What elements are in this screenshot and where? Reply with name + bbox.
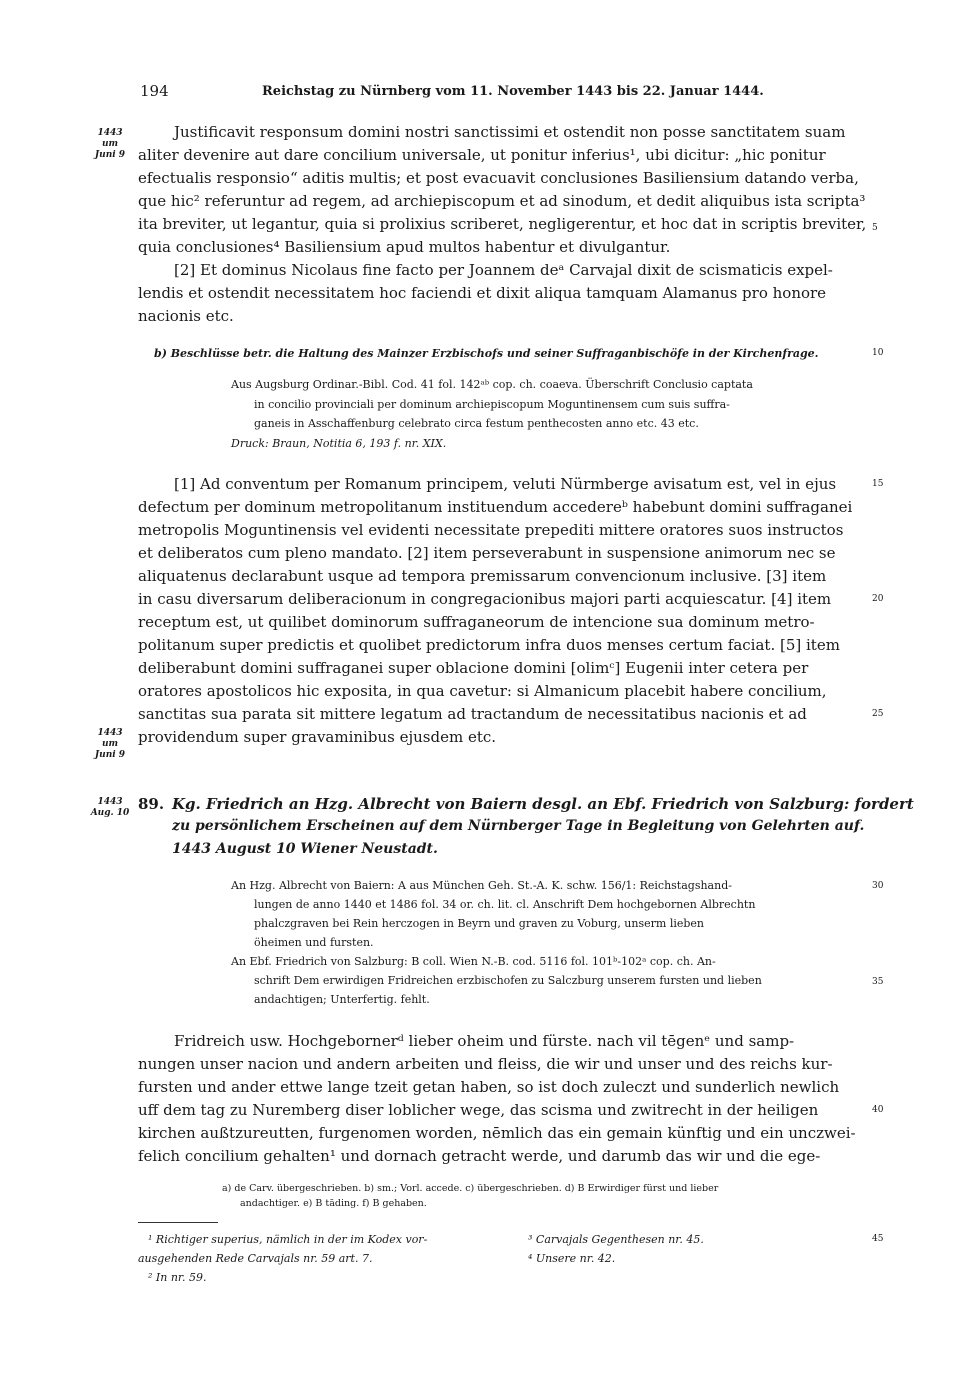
- source-line: lungen de anno 1440 et 1486 fol. 34 or. ch. lit. cl. Anschrift Dem hochgebornen Albrechtn: [254, 898, 756, 911]
- section-heading: b) Beschlüsse betr. die Haltung des Mainzer Erzbischofs und seiner Suffraganbischöfe in der Kirchenfrage.: [154, 347, 819, 360]
- text-line: ita breviter, ut legantur, quia si prolixius scriberet, negligerentur, et hoc dat in scriptis breviter,: [138, 215, 867, 233]
- line-number: 20: [872, 594, 884, 604]
- document-date: 1443 August 10 Wiener Neustadt.: [172, 841, 438, 857]
- text-line: fursten und ander ettwe lange tzeit getan haben, so ist doch zuleczt und sunderlich newlich: [138, 1078, 840, 1096]
- source-line: Aus Augsburg Ordinar.-Bibl. Cod. 41 fol. 142ᵃᵇ cop. ch. coaeva. Überschrift Conclusio captata: [231, 378, 753, 391]
- text-line: nacionis etc.: [138, 307, 234, 325]
- text-line: quia conclusiones⁴ Basiliensium apud multos habentur et divulgantur.: [138, 238, 671, 256]
- text-line: uff dem tag zu Nuremberg diser loblicher wege, das scisma und zwitrecht in der heiligen: [138, 1101, 819, 1119]
- margin-date: 1443 um Juni 9: [94, 128, 126, 160]
- document-title: Kg. Friedrich an Hzg. Albrecht von Baiern desgl. an Ebf. Friedrich von Salzburg: fordert: [172, 795, 914, 813]
- print-reference: Druck: Braun, Notitia 6, 193 f. nr. XIX.: [231, 437, 447, 450]
- line-number: 15: [872, 479, 884, 489]
- text-line: Fridreich usw. Hochgebornerᵈ lieber oheim und fürste. nach vil tēgenᵉ und samp-: [174, 1032, 795, 1050]
- text-line: defectum per dominum metropolitanum instituendum accedereᵇ habebunt domini suffraganei: [138, 498, 853, 516]
- footnote: ausgehenden Rede Carvajals nr. 59 art. 7.: [138, 1252, 373, 1265]
- line-number: 45: [872, 1234, 884, 1244]
- text-line: deliberabunt domini suffraganei super oblacione domini [olimᶜ] Eugenii inter cetera per: [138, 659, 809, 677]
- text-line: efectualis responsio“ aditis multis; et post evacuavit conclusiones Basiliensium datando verba,: [138, 169, 859, 187]
- text-line: [1] Ad conventum per Romanum principem, veluti Nürmberge avisatum est, vel in ejus: [174, 475, 837, 493]
- source-line: ganeis in Asschaffenburg celebrato circa festum penthecosten anno etc. 43 etc.: [254, 417, 699, 430]
- line-number: 40: [872, 1105, 884, 1115]
- footnote-divider: [138, 1222, 218, 1223]
- text-line: metropolis Moguntinensis vel evidenti necessitate prepediti mittere oratores suos instructos: [138, 521, 844, 539]
- text-line: lendis et ostendit necessitatem hoc faciendi et dixit aliqua tamquam Alamanus pro honore: [138, 284, 827, 302]
- page-number: 194: [140, 82, 169, 100]
- text-line: nungen unser nacion und andern arbeiten und fleiss, die wir und unser und des reichs kur-: [138, 1055, 833, 1073]
- text-line: felich concilium gehalten¹ und dornach getracht werde, und darumb das wir und die ege-: [138, 1147, 821, 1165]
- line-number: 5: [872, 223, 878, 233]
- text-line: sanctitas sua parata sit mittere legatum ad tractandum de necessitatibus nacionis et ad: [138, 705, 807, 723]
- document-number: 89.: [138, 795, 165, 813]
- line-number: 10: [872, 348, 884, 358]
- margin-date: 1443 um Juni 9: [94, 728, 126, 760]
- margin-date: 1443 Aug. 10: [90, 797, 130, 818]
- line-number: 30: [872, 881, 884, 891]
- source-line: andachtigen; Unterfertig. fehlt.: [254, 993, 430, 1006]
- document-title: zu persönlichem Erscheinen auf dem Nürnberger Tage in Begleitung von Gelehrten auf.: [172, 818, 865, 834]
- footnote: ¹ Richtiger superius, nämlich in der im Kodex vor-: [148, 1233, 428, 1246]
- text-line: in casu diversarum deliberacionum in congregacionibus majori parti acquiescatur. [4] item: [138, 590, 832, 608]
- source-line: phalczgraven bei Rein herczogen in Beyrn und graven zu Voburg, unserm lieben: [254, 917, 705, 930]
- text-line: politanum super predictis et quolibet predictorum infra duos menses certum faciat. [5] item: [138, 636, 840, 654]
- source-line: in concilio provinciali per dominum archiepiscopum Moguntinensem cum suis suffra-: [254, 398, 730, 411]
- text-line: providendum super gravaminibus ejusdem etc.: [138, 728, 497, 746]
- variant-note: andachtiger. e) B tāding. f) B gehaben.: [240, 1198, 427, 1209]
- source-line: öheimen und fursten.: [254, 936, 374, 949]
- text-line: receptum est, ut quilibet dominorum suffraganeorum de intencione sua dominum metro-: [138, 613, 815, 631]
- source-line: An Hzg. Albrecht von Baiern: A aus München Geh. St.-A. K. schw. 156/1: Reichstagshand-: [231, 879, 732, 892]
- variant-note: a) de Carv. übergeschrieben. b) sm.; Vorl. accede. c) übergeschrieben. d) B Erwirdiger fürst und lieber: [222, 1183, 719, 1194]
- text-line: que hic² referuntur ad regem, ad archiepiscopum et ad sinodum, et dedit aliquibus ista scripta³: [138, 192, 866, 210]
- footnote: ² In nr. 59.: [148, 1271, 207, 1284]
- text-line: oratores apostolicos hic exposita, in qua cavetur: si Almanicum placebit habere concilium,: [138, 682, 827, 700]
- text-line: [2] Et dominus Nicolaus fine facto per Joannem deᵃ Carvajal dixit de scismaticis expel-: [174, 261, 833, 279]
- text-line: Justificavit responsum domini nostri sanctissimi et ostendit non posse sanctitatem suam: [174, 123, 846, 141]
- line-number: 25: [872, 709, 884, 719]
- source-line: An Ebf. Friedrich von Salzburg: B coll. Wien N.-B. cod. 5116 fol. 101ᵇ-102ᵃ cop. ch. An-: [231, 955, 716, 968]
- line-number: 35: [872, 977, 884, 987]
- text-line: aliter devenire aut dare concilium universale, ut ponitur inferius¹, ubi dicitur: „hic ponitur: [138, 146, 826, 164]
- footnote: ⁴ Unsere nr. 42.: [528, 1252, 616, 1265]
- source-line: schrift Dem erwirdigen Fridreichen erzbischofen zu Salczburg unserem fursten und lieben: [254, 974, 762, 987]
- running-title: Reichstag zu Nürnberg vom 11. November 1443 bis 22. Januar 1444.: [262, 84, 764, 99]
- text-line: kirchen außtzureutten, furgenomen worden, nēmlich das ein gemain künftig und ein unczwei-: [138, 1124, 856, 1142]
- text-line: et deliberatos cum pleno mandato. [2] item perseverabunt in suspensione animorum nec se: [138, 544, 836, 562]
- text-line: aliquatenus declarabunt usque ad tempora premissarum convencionum inclusive. [3] item: [138, 567, 827, 585]
- footnote: ³ Carvajals Gegenthesen nr. 45.: [528, 1233, 704, 1246]
